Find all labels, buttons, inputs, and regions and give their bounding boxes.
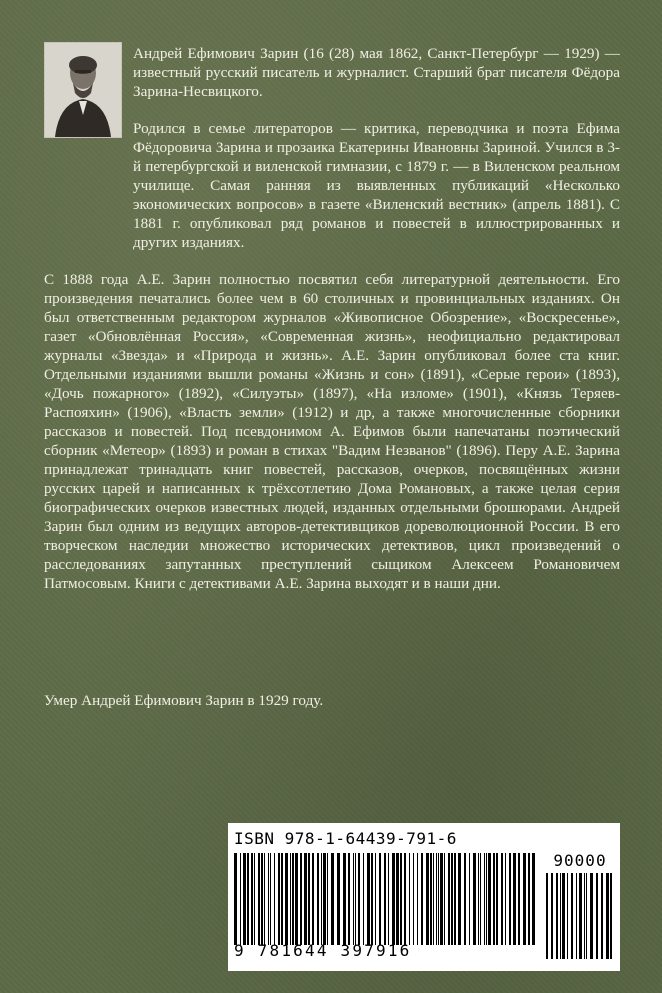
barcode-bar (375, 853, 376, 945)
barcode-bar (513, 853, 516, 945)
barcode-bar (518, 853, 520, 945)
barcode-bar (556, 873, 558, 959)
barcode-bar (579, 873, 582, 959)
barcode-bar (501, 853, 503, 945)
barcode-bar (317, 853, 319, 945)
barcode-bar (396, 853, 399, 945)
barcode-bar (274, 853, 275, 945)
paragraph-1: Андрей Ефимович Зарин (16 (28) мая 1862, Санкт-Петербург — 1929) — известный русский писатель и журналист. Старший брат писателя Фёдора Зарина-Несвицкого. (133, 45, 620, 100)
barcode-bar (567, 873, 568, 959)
barcode-bar (505, 853, 506, 945)
barcode-bar (247, 853, 249, 945)
paragraph-4: Умер Андрей Ефимович Зарин в 1929 году. (44, 692, 324, 709)
barcode-bar (469, 853, 470, 945)
barcode-bar (321, 853, 322, 945)
paragraph-2: Родился в семье литераторов — критика, переводчика и поэта Ефима Фёдоровича Зарина и прозаика Екатерины Ивановны Зариной. Учился в 3-й петербургской и виленской гимназии, с 1879 г. — в Виленском реальном училище. Самая ранняя из выявленных публикаций «Несколько экономических вопросов» в газете «Виленский вестник» (апрель 1881). С 1881 г. опубликовал ряд романов и повестей в иллюстрированных и других изданиях. (133, 120, 620, 251)
addon-barcode-bars (546, 873, 614, 959)
barcode-bar (610, 873, 612, 959)
barcode-bar (590, 873, 593, 959)
intro-paragraph (133, 44, 620, 101)
barcode-bar (308, 853, 310, 945)
barcode-bar (436, 853, 437, 945)
barcode-bar (240, 853, 241, 945)
barcode-bar (426, 853, 429, 945)
barcode-bar (528, 853, 530, 945)
barcode-bar (486, 853, 487, 945)
barcode-bar (388, 853, 389, 945)
barcode-bar (358, 853, 360, 945)
barcode-bar (464, 853, 466, 945)
barcode-bar (254, 853, 255, 945)
barcode-bar (478, 853, 479, 945)
barcode-bar (285, 853, 288, 945)
ean-barcode-bars (234, 853, 540, 945)
barcode-bar (560, 873, 561, 959)
barcode-bar (562, 873, 565, 959)
barcode-bar (430, 853, 432, 945)
barcode-bar (379, 853, 381, 945)
biography-paragraph (133, 119, 620, 252)
barcode-bar (488, 853, 491, 945)
barcode-bar (367, 853, 370, 945)
barcode-bar (454, 853, 456, 945)
barcode-bar (546, 873, 548, 959)
barcode-bar (281, 853, 283, 945)
barcode-bar (348, 853, 350, 945)
barcode-bar (355, 853, 356, 945)
barcode-bar (304, 853, 307, 945)
barcode-bar (571, 873, 573, 959)
barcode-bar (264, 853, 265, 945)
barcode-bar (509, 853, 511, 945)
barcode-bar (409, 853, 410, 945)
barcode-bar (480, 853, 481, 945)
barcode-bar (268, 853, 269, 945)
barcode-bar (586, 873, 587, 959)
death-paragraph (44, 691, 620, 710)
barcode-bar (458, 853, 461, 945)
barcode-bar (290, 853, 291, 945)
barcode-bar (295, 853, 298, 945)
isbn-label: ISBN 978-1-64439-791-6 (234, 829, 457, 848)
barcode-bar (584, 873, 585, 959)
barcode-bar (392, 853, 395, 945)
barcode-bar (363, 853, 364, 945)
barcode-bar (327, 853, 328, 945)
barcode-bar (444, 853, 445, 945)
barcode-bar (493, 853, 495, 945)
barcode-bar (473, 853, 476, 945)
barcode-bar (596, 873, 598, 959)
barcode-bar (353, 853, 354, 945)
barcode-bar (417, 853, 418, 945)
barcode-bar (337, 853, 340, 945)
barcode-bar (484, 853, 485, 945)
barcode-bar (448, 853, 450, 945)
barcode-bar (576, 873, 577, 959)
addon-digits: 90000 (553, 851, 607, 870)
barcode-bar (413, 853, 414, 945)
career-paragraph (44, 270, 620, 593)
barcode-bar (251, 853, 253, 945)
barcode-bar (421, 853, 423, 945)
barcode-bar (438, 853, 439, 945)
barcode-bar (292, 853, 294, 945)
barcode-bar (371, 853, 373, 945)
barcode-bar (433, 853, 434, 945)
barcode-bar (234, 853, 237, 945)
barcode-bar (523, 853, 526, 945)
barcode-bar (261, 853, 263, 945)
paragraph-3: С 1888 года А.Е. Зарин полностью посвятил себя литературной деятельности. Его произведения печатались более чем в 60 столичных и провинциальных изданиях. Он был ответственным редактором журналов «Живописное Обозрение», «Воскресенье», газет «Обновлённая Россия», «Современная жизнь», неофициально редактировал журналы «Звезда» и «Природа и жизнь». А.Е. Зарин опубликовал более ста книг. Отдельными изданиями вышли романы «Жизнь и сон» (1891), «Серые герои» (1893), «Дочь пожарного» (1892), «Силуэты» (1897), «На изломе» (1901), «Князь Теряев-Распояхин» (1906), «Власть земли» (1912) и др, а также многочисленные сборники рассказов и повестей. Под псевдонимом А. Ефимов были напечатаны поэтический сборник «Метеор» (1893) и роман в стихах "Вадим Незванов" (1896). Перу А.Е. Зарина принадлежат тринадцать книг повестей, рассказов, очерков, посвящённых жизни русских царей и написанных к трёхсотлетию Дома Романовых, а также целая серия биографических очерков известных людей, изданных отдельными брошюрами. Андрей Зарин был одним из ведущих авторов-детективщиков дореволюционной России. В его творческом наследии множество исторических детективов, цикл произведений о расследованиях запутанных преступлений сыщиком Алексеем Романовичем Патмосовым. Книги с детективами А.Е. Зарина выходят и в наши дни. (44, 271, 620, 592)
isbn-barcode (228, 823, 620, 971)
ean-digits: 9 781644 397916 (234, 941, 412, 960)
barcode-bar (323, 853, 326, 945)
barcode-bar (400, 853, 402, 945)
author-portrait (44, 42, 122, 138)
barcode-bar (440, 853, 443, 945)
barcode-bar (606, 873, 609, 959)
barcode-bar (278, 853, 280, 945)
barcode-bar (384, 853, 386, 945)
barcode-bar (312, 853, 314, 945)
barcode-bar (532, 853, 535, 945)
portrait-icon (45, 43, 121, 137)
barcode-bar (451, 853, 453, 945)
barcode-bar (243, 853, 246, 945)
barcode-bar (601, 873, 603, 959)
barcode-bar (300, 853, 302, 945)
barcode-bar (343, 853, 346, 945)
barcode-bar (496, 853, 498, 945)
barcode-bar (258, 853, 260, 945)
barcode-bar (270, 853, 271, 945)
barcode-bar (331, 853, 334, 945)
barcode-bar (551, 873, 553, 959)
barcode-bar (404, 853, 406, 945)
